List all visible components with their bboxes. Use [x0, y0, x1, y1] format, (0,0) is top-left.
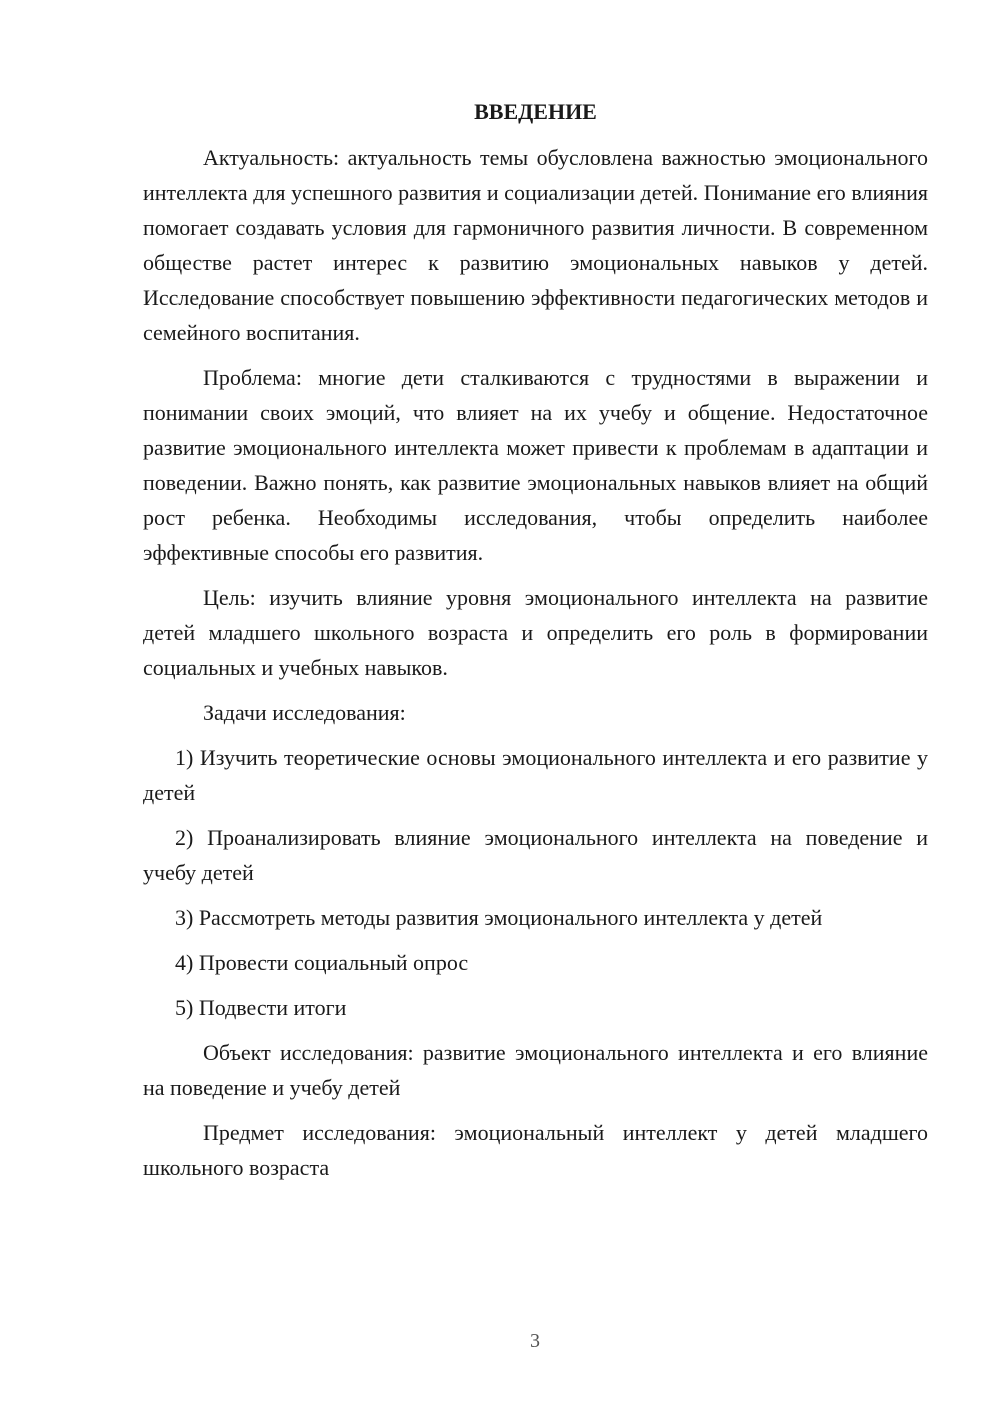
- task-item-3: 3) Рассмотреть методы развития эмоционального интеллекта у детей: [175, 905, 823, 930]
- relevance-paragraph: Актуальность: актуальность темы обусловлена важностью эмоционального интеллекта для успешного развития и социализации детей. Понимание его влияния помогает создавать условия для гармоничного развития личности. В современном обществе растет интерес к развитию эмоциональных навыков у детей. Исследование способствует повышению эффективности педагогических методов и семейного воспитания.: [143, 145, 928, 345]
- document-body: [143, 94, 928, 1195]
- task-item-5: 5) Подвести итоги: [175, 995, 347, 1020]
- goal-paragraph: Цель: изучить влияние уровня эмоционального интеллекта на развитие детей младшего школьного возраста и определить его роль в формировании социальных и учебных навыков.: [143, 585, 928, 680]
- section-title: ВВЕДЕНИЕ: [474, 99, 597, 124]
- tasks-heading: Задачи исследования:: [203, 700, 406, 725]
- page-number: 3: [530, 1330, 540, 1352]
- task-item-2: 2) Проанализировать влияние эмоционального интеллекта на поведение и учебу детей: [143, 825, 928, 885]
- research-subject-paragraph: Предмет исследования: эмоциональный интеллект у детей младшего школьного возраста: [143, 1120, 928, 1180]
- task-item-1: 1) Изучить теоретические основы эмоционального интеллекта и его развитие у детей: [143, 745, 928, 805]
- research-object-paragraph: Объект исследования: развитие эмоционального интеллекта и его влияние на поведение и учебу детей: [143, 1040, 928, 1100]
- task-item-4: 4) Провести социальный опрос: [175, 950, 469, 975]
- problem-paragraph: Проблема: многие дети сталкиваются с трудностями в выражении и понимании своих эмоций, что влияет на их учебу и общение. Недостаточное развитие эмоционального интеллекта может привести к проблемам в адаптации и поведении. Важно понять, как развитие эмоциональных навыков влияет на общий рост ребенка. Необходимы исследования, чтобы определить наиболее эффективные способы его развития.: [143, 365, 928, 565]
